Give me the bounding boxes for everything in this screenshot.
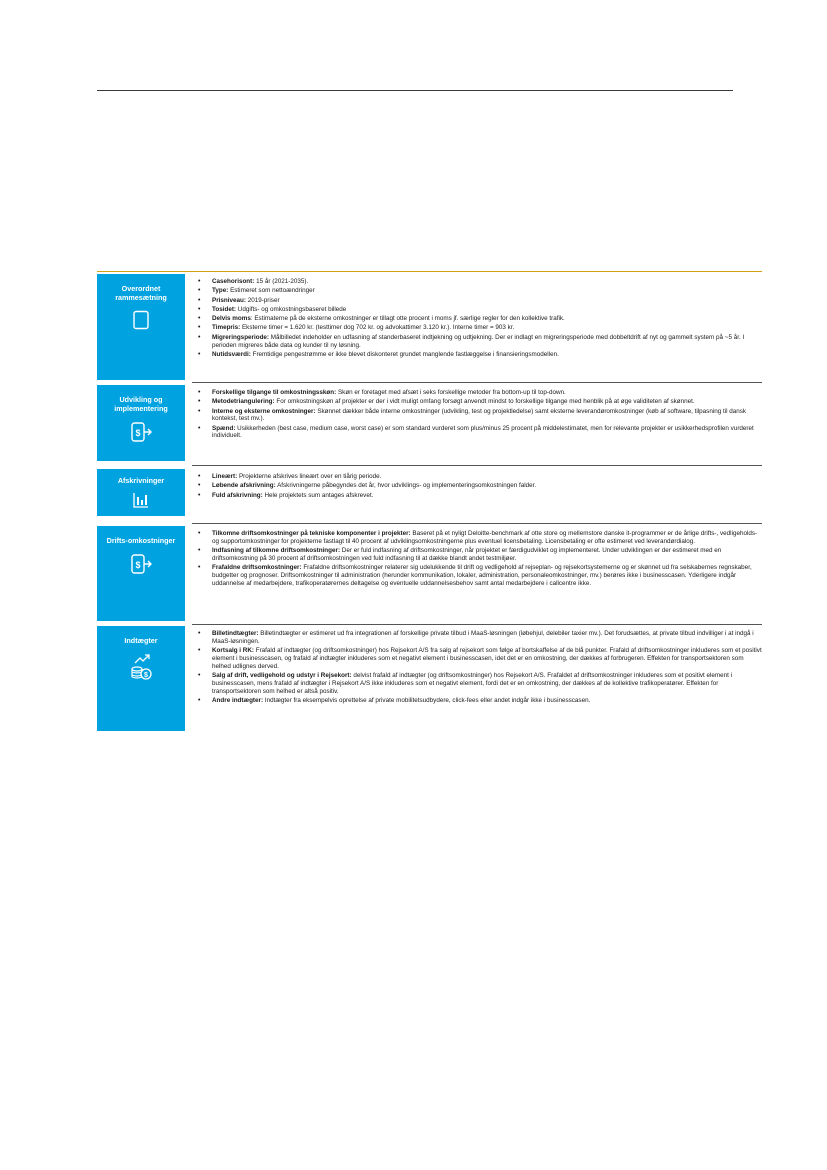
- section-label: Drifts-omkostninger: [106, 536, 176, 545]
- item-text: Skønnet dækker både interne omkostninger (udvikling, test og projektledelse) samt eksterne leverandøromkostninger (køb af software, tilpasning til dansk kontekst, test mv.).: [212, 407, 747, 423]
- item-text: delvist frafald af indtægter (og driftsomkostninger) hos Rejsekort A/S. Frafaldet af driftsomkostninger inkluderes som et positivt element i businesscasen, mens frafald af indtægter i Rejsekort A/S ikke inkluderes som et negativt element, fordi det er en omkostning, der dækkes af de kollektive trafikoperatører. Effekten for transportsektoren som helhed er altså positiv.: [212, 671, 733, 695]
- list-item: [198, 672, 762, 695]
- item-text: Baseret på et nyligt Deloitte-benchmark af otte store og mellemstore danske it-programmer er de årlige drifts-, vedligeholds- og supportomkostninger for projekterne fastlagt til 40 procent af udviklingsomkostningerne plus eventuel licensbetaling. Licensbetaling er ofte estimeret ved leverandørdialog.: [212, 530, 758, 545]
- list-item: [198, 398, 762, 406]
- section-label-block: [97, 274, 185, 380]
- section-label: Udvikling og implementering: [114, 395, 168, 413]
- item-term: Kortsalg i RK:: [212, 647, 254, 655]
- item-term: Timepris:: [212, 324, 241, 332]
- item-text: Estimeret som nettoændringer: [228, 287, 315, 295]
- item-term: Nutidsværdi:: [212, 350, 251, 358]
- item-text: Afskrivningerne påbegyndes det år, hvor udviklings- og implementeringsomkostningen falder.: [275, 482, 537, 490]
- item-term: Prisniveau:: [212, 296, 246, 304]
- section-label-block: [97, 626, 185, 731]
- item-term: Lineært:: [212, 473, 238, 480]
- item-text: Frafald af indtægter (og driftsomkostninger) hos Rejsekort A/S fra salg af rejsekort som følge af bortskaffelse af de blå punkter. Frafald af driftsomkostninger inkluderes som et positivt element i businesscasen, og frafald af indtægter inkluderes som et negativt element i businesscasen, idet det er en omkostning, der dækkes af forbrugeren. Effekten for transportsektoren som helhed udlignes derved.: [212, 647, 762, 670]
- section-divider: [192, 382, 762, 383]
- section-label-block: [97, 385, 185, 461]
- document-icon: [132, 310, 150, 330]
- item-text: Indtægter fra eksempelvis oprettelse af private mobilitetsudbydere, click-fees eller andet indgår ikke i businesscasen.: [263, 696, 591, 704]
- item-text: Skøn er foretaget med afsæt i seks forskellige metoder fra bottom-up til top-down.: [336, 389, 566, 396]
- payment-transfer-icon: [130, 553, 152, 575]
- header-rule: [97, 90, 733, 91]
- section-divider: [192, 523, 762, 524]
- svg-text:$: $: [144, 672, 148, 679]
- item-term: Metodetriangulering:: [212, 398, 275, 406]
- list-item: [198, 389, 762, 397]
- section-body: [198, 389, 762, 442]
- section-label: Indtægter: [124, 636, 158, 645]
- list-item: [198, 547, 762, 563]
- bullet-list: [198, 278, 762, 359]
- list-item: [198, 530, 762, 546]
- item-text: : Estimaterne på de eksterne omkostninger er tillagt otte procent i moms jf. særlige regler for den kollektive trafik.: [250, 315, 565, 323]
- section-label-block: [97, 469, 185, 516]
- list-item: [198, 473, 762, 481]
- list-item: [198, 647, 762, 670]
- item-term: Casehorisont:: [212, 278, 255, 285]
- section-depreciation: [97, 469, 762, 516]
- list-item: [198, 287, 762, 295]
- item-term: Migreringsperiode:: [212, 333, 270, 341]
- list-item: [198, 408, 762, 424]
- bullet-list: [198, 389, 762, 440]
- list-item: [198, 297, 762, 305]
- item-term: Billetindtægter:: [212, 630, 259, 637]
- list-item: [198, 324, 762, 332]
- section-revenue: [97, 626, 762, 731]
- item-term: Salg af drift, vedligehold og udstyr i Rejsekort:: [212, 671, 352, 679]
- svg-text:$: $: [135, 428, 141, 438]
- payment-transfer-icon: [130, 421, 152, 443]
- item-term: Forskellige tilgange til omkostningsskøn:: [212, 389, 337, 396]
- item-term: Løbende afskrivning:: [212, 482, 276, 490]
- list-item: [198, 482, 762, 490]
- list-item: [198, 334, 762, 350]
- item-text: Fremtidige pengestrømme er ikke blevet diskonteret grundet manglende fastlæggelse i finansieringsmodellen.: [250, 350, 559, 358]
- section-label: Overordnet rammesætning: [115, 284, 167, 302]
- item-text: Eksterne timer = 1.620 kr. (testtimer dog 702 kr. og advokattimer 3.120 kr.). Interne timer = 903 kr.: [240, 324, 515, 332]
- item-text: Frafaldne driftsomkostninger relaterer sig udelukkende til drift og vedligehold af rejseplan- og rejsekortsystemerne og er skønnet ud fra selskabernes regnskaber, budgetter og prognoser. Driftsomkostninger til administration (herunder kommunikation, lokaler, administration, personaleomkostninger, mv.) berøres ikke i businesscasen. Yderligere indgår uddannelse af medarbejdere, trafikoperatørernes deltagelse og eventuelle uddannelsesbehov samt antal medarbejdere i callcentre ikke.: [212, 564, 752, 587]
- list-item: [198, 306, 762, 314]
- section-label-block: [97, 526, 185, 621]
- list-item: [198, 315, 762, 323]
- item-text: Usikkerheden (best case, medium case, worst case) er som standard vurderet som plus/minus 25 procent på middelestimatet, men for relevante projekter er usikkerhedsprofilen vurderet individuelt.: [212, 424, 754, 440]
- svg-text:$: $: [135, 560, 141, 570]
- item-term: Andre indtægter:: [212, 696, 264, 704]
- item-text: Der er fuld indfasning af driftsomkostninger, når projektet er færdigudviklet og implementeret. Under udviklingen er der estimeret med en driftsomkostning på 30 procent af driftsomkostningen ved fuld indfasning til at dække blandt andet testmiljøer.: [212, 547, 722, 562]
- section-body: [198, 630, 762, 706]
- bullet-list: [198, 473, 762, 499]
- item-text: Målbilledet indeholder en udfasning af standerbaseret indtjekning og udtjekning. Der er indlagt en migreringsperiode med dobbeltdrift af nyt og gammelt system på ~5 år. I perioden migreres både data og kunder til ny løsning.: [212, 333, 745, 349]
- section-divider: [192, 624, 762, 625]
- item-term: Interne og eksterne omkostninger:: [212, 407, 316, 415]
- item-term: Type:: [212, 287, 229, 295]
- list-item: [198, 564, 762, 587]
- item-text: Billetindtægter er estimeret ud fra integrationen af forskellige private tilbud i MaaS-løsningen (løbehjul, delebiler taxier mv.). Det forudsættes, at private tilbud indvilliger i at indgå i MaaS-løsningen.: [212, 630, 754, 645]
- item-term: Indfasning af tilkomne driftsomkostninger:: [212, 547, 341, 555]
- item-term: Delvis moms: [212, 315, 251, 323]
- item-text: Projekterne afskrives lineært over en tiårig periode.: [237, 473, 382, 480]
- list-item: [198, 630, 762, 646]
- bullet-list: [198, 530, 762, 588]
- item-term: Tilkomne driftsomkostninger på tekniske komponenter i projekter:: [212, 530, 411, 537]
- item-term: Tosidet:: [212, 305, 237, 313]
- section-framework: [97, 274, 762, 380]
- list-item: [198, 351, 762, 359]
- item-term: Frafaldne driftsomkostninger:: [212, 564, 302, 572]
- item-text: 15 år (2021-2035).: [254, 278, 309, 285]
- list-item: [198, 492, 762, 500]
- section-divider: [192, 465, 762, 466]
- section-development: [97, 385, 762, 461]
- section-operating-costs: [97, 526, 762, 621]
- section-body: [198, 278, 762, 360]
- section-body: [198, 473, 762, 501]
- list-item: [198, 697, 762, 705]
- list-item: [198, 278, 762, 286]
- item-term: Fuld afskrivning:: [212, 491, 263, 499]
- coins-growth-icon: [129, 653, 153, 681]
- section-label: Afskrivninger: [117, 476, 165, 485]
- item-term: Spænd:: [212, 424, 236, 432]
- item-text: 2019-priser: [245, 296, 280, 304]
- bar-chart-icon: [132, 491, 150, 509]
- bullet-list: [198, 630, 762, 705]
- list-item: [198, 425, 762, 441]
- item-text: For omkostningskøn af projekter er der i vidt muligt omfang forsøgt anvendt mindst to forskellige tilgange med henblik på at øge validiteten af skønnet.: [274, 398, 695, 406]
- item-text: Hele projektets sum antages afskrevet.: [262, 491, 374, 499]
- item-text: Udgifts- og omkostningsbaseret billede: [236, 305, 347, 313]
- section-body: [198, 530, 762, 589]
- table-top-rule: [97, 271, 762, 272]
